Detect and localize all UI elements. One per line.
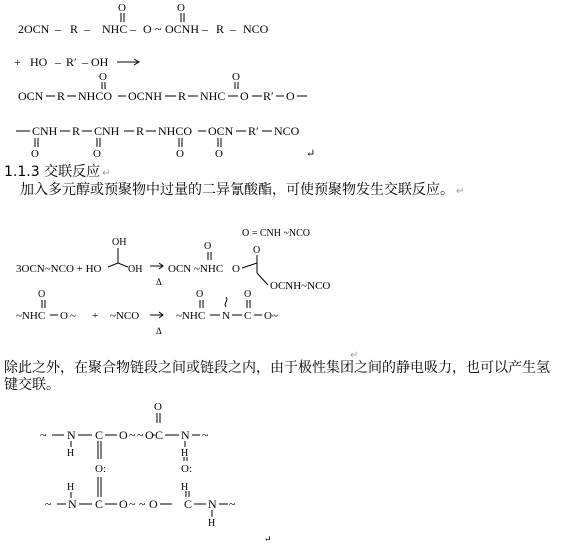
formula-text: – (55, 22, 61, 36)
formula-text: + (14, 55, 21, 69)
paragraph-hydrogen-bond (4, 360, 560, 394)
formula-text: OCNH (165, 22, 200, 36)
formula-text: R (70, 22, 79, 36)
formula-text: – (84, 22, 90, 36)
formula-text: O (286, 89, 295, 103)
formula-text: NHC (200, 89, 226, 103)
formula-text: O (232, 263, 240, 275)
carbonyl-o: O (204, 241, 212, 252)
formula-text: ~ (70, 310, 76, 322)
formula-text: R (136, 124, 145, 138)
return-mark: ↵ (102, 168, 111, 179)
formula-text: OCN ~NHC (168, 263, 224, 275)
formula-text: + (92, 310, 99, 322)
formula-text: H (208, 518, 216, 529)
scheme-3-hydrogen-bond (0, 395, 290, 544)
formula-text: R′ (263, 89, 274, 103)
formula-text: N (222, 310, 230, 322)
formula-text: ~ (45, 497, 52, 511)
formula-text: R′ (66, 55, 77, 69)
scheme-3-svg (0, 395, 290, 544)
carbonyl-o: O (176, 148, 184, 160)
formula-text: C (155, 428, 164, 442)
return-mark: ↵ (350, 350, 359, 361)
formula-text: OCN (208, 124, 234, 138)
formula-text: ~ (129, 428, 136, 442)
formula-text: O (60, 310, 68, 322)
formula-text: R (178, 89, 187, 103)
formula-text: N (181, 428, 190, 442)
formula-text: O = CNH ~NCO (242, 228, 310, 239)
formula-text: ~NHC (16, 310, 46, 322)
formula-text: O (149, 497, 158, 511)
carbonyl-o: O (215, 148, 223, 160)
formula-text: NCO (274, 124, 300, 138)
formula-text: H (181, 448, 189, 459)
carbonyl-o: O (196, 289, 204, 300)
return-mark: ↵ (306, 148, 316, 160)
formula-text: 2OCN (18, 22, 50, 36)
hbond-acceptor: O: (181, 463, 192, 475)
carbonyl-o: O (31, 148, 39, 160)
formula-text: C (184, 497, 193, 511)
carbonyl-o: O (244, 289, 252, 300)
scheme-1-svg (0, 0, 330, 160)
formula-text: OH (91, 55, 109, 69)
scheme-2-crosslinking (0, 215, 330, 340)
formula-text: ~NHC (176, 310, 206, 322)
formula-text: ~ (137, 428, 144, 442)
formula-text: NHCO (78, 89, 113, 103)
carbonyl-o: O (38, 289, 46, 300)
hbond-donor: H (181, 482, 189, 493)
carbonyl-o: O (177, 2, 185, 14)
formula-text: ~ (229, 497, 236, 511)
formula-text: NCO (243, 22, 269, 36)
formula-text: ~ (40, 428, 47, 442)
formula-text: O (119, 497, 128, 511)
formula-text: R (72, 124, 81, 138)
formula-text: N (208, 497, 217, 511)
formula-text: – (230, 22, 236, 36)
carbonyl-o: O (99, 71, 107, 83)
formula-text: O~ (264, 310, 278, 322)
formula-text: 3OCN~NCO + HO (16, 263, 102, 275)
formula-text: R (57, 89, 66, 103)
paragraph-text: 加入多元醇或预聚物中过量的二异氰酸酯，可使预聚物发生交联反应。 (20, 182, 454, 198)
heat-symbol: Δ (156, 277, 162, 287)
heat-symbol: Δ (156, 326, 162, 336)
formula-text: O (145, 428, 154, 442)
formula-text: O (119, 428, 128, 442)
paragraph-crosslink (20, 182, 464, 200)
formula-text: OCNH~NCO (270, 280, 330, 292)
formula-text: C (95, 497, 104, 511)
formula-text: H (67, 448, 75, 459)
formula-text: NHCO (158, 124, 193, 138)
scheme-1-prepolymer (0, 0, 330, 160)
formula-text: ~ (129, 497, 136, 511)
formula-text: OCNH (128, 89, 163, 103)
formula-text: – (202, 22, 208, 36)
formula-text: – (82, 55, 88, 69)
carbonyl-o: O (253, 245, 261, 256)
formula-text: OH (112, 237, 127, 248)
hbond-acceptor: O: (95, 463, 106, 475)
formula-text: OH (128, 264, 143, 275)
return-mark: ↵ (264, 534, 272, 544)
section-heading-text: 1.1.3 交联反应 (4, 164, 101, 180)
carbonyl-o: O (232, 71, 240, 83)
return-mark: ↵ (456, 186, 465, 197)
formula-text: N (67, 428, 76, 442)
formula-text: HO (30, 55, 48, 69)
formula-text: C (95, 428, 104, 442)
carbonyl-o: O (154, 401, 162, 413)
formula-text: C (244, 310, 252, 322)
scheme-2-svg (0, 215, 330, 340)
formula-text: OCN (18, 89, 44, 103)
formula-text: NHC (102, 22, 128, 36)
carbonyl-o: O (118, 2, 126, 14)
hbond-donor: H (67, 482, 75, 493)
formula-text: ~ (139, 497, 146, 511)
formula-text: ~NCO (110, 310, 140, 322)
carbonyl-o: O (93, 148, 101, 160)
formula-text: – (55, 55, 61, 69)
paragraph-text: 除此之外，在聚合物链段之间或链段之内，由于极性集团之间的静电吸力，也可以产生氢键交联。 (4, 360, 550, 393)
formula-text: R (216, 22, 225, 36)
formula-text: CNH (94, 124, 120, 138)
formula-text: O (143, 22, 152, 36)
section-heading (4, 164, 110, 182)
formula-text: ~ (155, 22, 162, 36)
formula-text: ~ (202, 428, 209, 442)
formula-text: O (240, 89, 249, 103)
formula-text: CNH (32, 124, 58, 138)
formula-text: – (130, 22, 136, 36)
formula-text: R′ (248, 124, 259, 138)
formula-text: N (68, 497, 77, 511)
